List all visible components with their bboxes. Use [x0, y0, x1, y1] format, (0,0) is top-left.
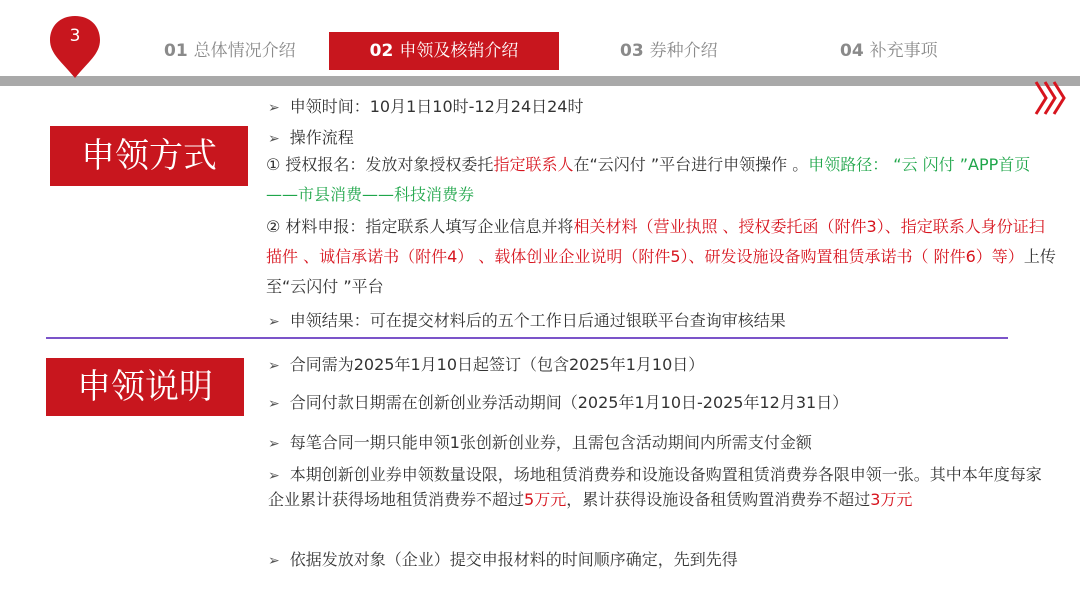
tab-supplement[interactable] [840, 32, 938, 70]
tab-overview[interactable] [164, 32, 296, 70]
section-badge-application-notes: 申领说明 [46, 358, 244, 416]
step1-path: 申领路径： “云 闪付 ”APP首页——市县消费——科技消费券 [266, 155, 1031, 204]
page-marker-pin-icon [48, 14, 102, 80]
application-time [268, 94, 584, 117]
step-materials [266, 212, 1056, 302]
limits-prefix: 本期创新创业券申领数量设限，场地租赁消费券和设施设备购置租赁消费券各限申领一张。其中本年度每家企业累计获得场地租赁消费券不超过 [268, 465, 1042, 509]
arrow-bullet-icon: ➢ [268, 396, 280, 412]
arrow-bullet-icon: ➢ [268, 314, 280, 330]
application-result-text: 申领结果：可在提交材料后的五个工作日后通过银联平台查询审核结果 [289, 311, 786, 330]
note-item [268, 352, 704, 375]
arrow-bullet-icon: ➢ [268, 131, 280, 147]
note-text: 依据发放对象（企业）提交申报材料的时间顺序确定，先到先得 [289, 550, 738, 569]
note-text: 合同需为2025年1月10日起签订（包含2025年1月10日） [289, 355, 705, 374]
limit-amount-2: 3万元 [870, 490, 913, 509]
page-number: 3 [69, 26, 81, 46]
chevron-decoration-icon [1034, 78, 1068, 118]
step2-suffix: 上传至“云闪付 ”平台 [266, 247, 1056, 296]
process-title [268, 125, 354, 148]
limit-amount-1: 5万元 [524, 490, 567, 509]
note-item-limits [268, 463, 1052, 511]
tab-label: 券种介绍 [649, 41, 718, 61]
section-nav [0, 28, 1080, 76]
step2-prefix: ② 材料申报：指定联系人填写企业信息并将 [266, 217, 574, 236]
limits-middle: ，累计获得设施设备租赁购置消费券不超过 [566, 490, 871, 509]
tab-number: 04 [840, 41, 864, 61]
note-item [268, 430, 812, 453]
step1-highlight: 指定联系人 [493, 155, 574, 174]
step2-materials: 相关材料（营业执照 、授权委托函（附件3）、指定联系人身份证扫描件 、诚信承诺书（附件4） 、载体创业企业说明（附件5）、研发设施设备购置租赁承诺书（ 附件6）等） [266, 217, 1045, 266]
tab-number: 01 [164, 41, 188, 61]
tab-number: 02 [369, 41, 394, 61]
arrow-bullet-icon: ➢ [268, 468, 280, 484]
arrow-bullet-icon: ➢ [268, 358, 280, 374]
application-time-text: 申领时间：10月1日10时-12月24日24时 [289, 97, 584, 116]
section-badge-application-method: 申领方式 [50, 126, 248, 186]
step1-middle: 在“云闪付 ”平台进行申领操作 。 [573, 155, 809, 174]
step-authorize [266, 150, 1056, 210]
tab-label: 申领及核销介绍 [399, 41, 519, 61]
tab-voucher-types[interactable] [620, 32, 718, 70]
process-title-text: 操作流程 [289, 128, 354, 147]
tab-label: 总体情况介绍 [193, 41, 296, 61]
tab-application[interactable] [329, 32, 559, 70]
application-result [268, 308, 786, 331]
step1-prefix: ① 授权报名：发放对象授权委托 [266, 155, 494, 174]
section-divider [46, 337, 1008, 339]
note-item [268, 390, 848, 413]
tab-label: 补充事项 [869, 41, 938, 61]
note-text: 每笔合同一期只能申领1张创新创业券，且需包含活动期间内所需支付金额 [289, 433, 812, 452]
arrow-bullet-icon: ➢ [268, 100, 280, 116]
header-divider [0, 76, 1080, 86]
tab-number: 03 [620, 41, 644, 61]
note-text: 合同付款日期需在创新创业券活动期间（2025年1月10日-2025年12月31日） [289, 393, 849, 412]
arrow-bullet-icon: ➢ [268, 436, 280, 452]
note-item [268, 547, 738, 570]
arrow-bullet-icon: ➢ [268, 553, 280, 569]
